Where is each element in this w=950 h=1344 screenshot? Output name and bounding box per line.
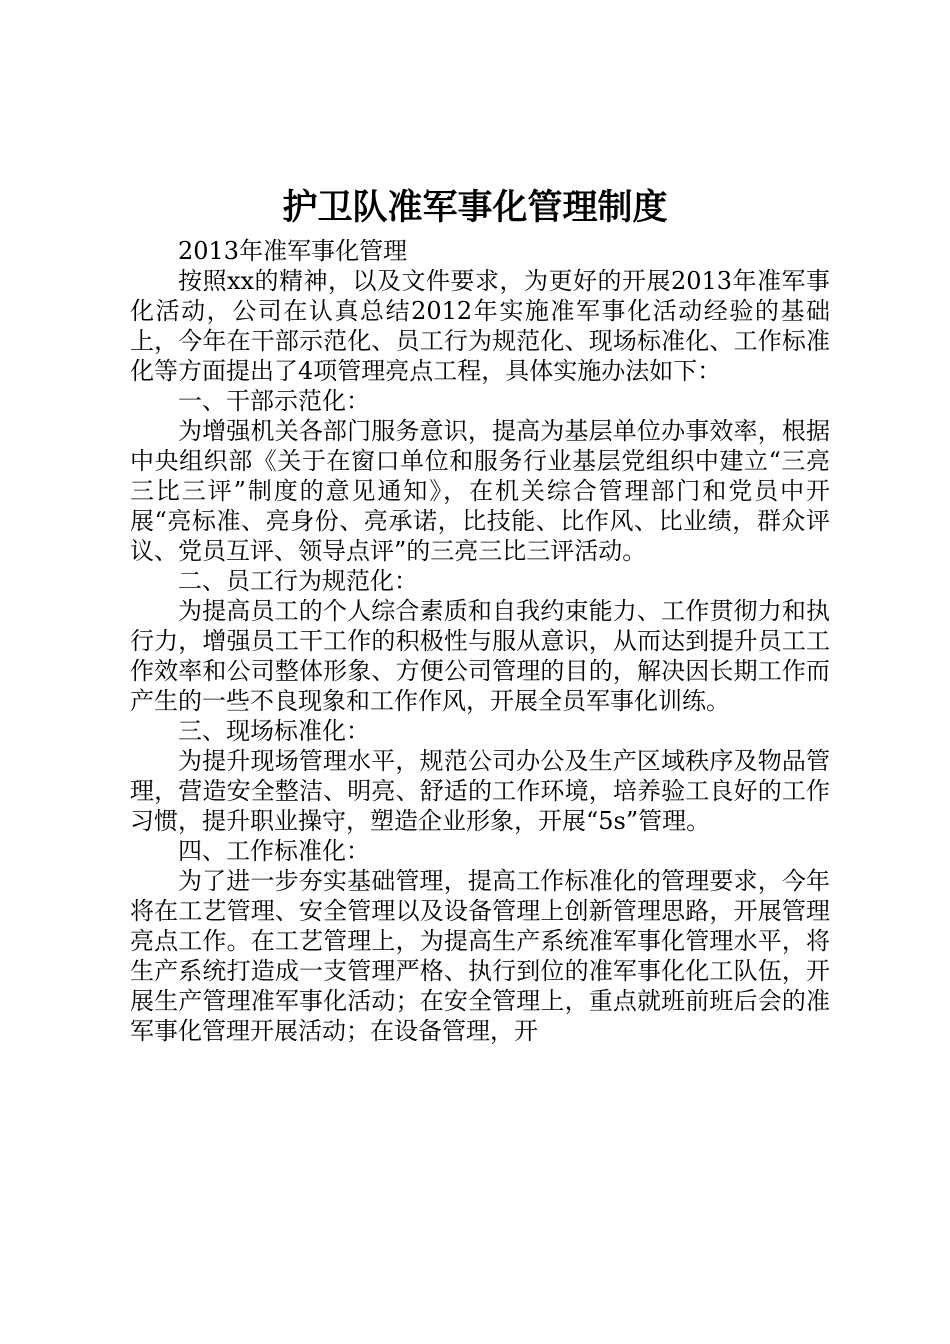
subtitle-paragraph: 2013年准军事化管理	[178, 237, 408, 265]
body-paragraph: 为增强机关各部门服务意识，提高为基层单位办事效率，根据中央组织部《关于在窗口单位和服务行业基层党组织中建立“三亮三比三评”制度的意见通知》，在机关综合管理部门和党员中开展“亮标准、亮身份、亮承诺，比技能、比作风、比业绩，群众评议、党员互评、领导点评”的三亮三比三评活动。	[130, 417, 830, 565]
body-paragraph: 为提升现场管理水平，规范公司办公及生产区域秩序及物品管理，营造安全整洁、明亮、舒适的工作环境，培养验工良好的工作习惯，提升职业操守，塑造企业形象，开展“5s”管理。	[130, 747, 830, 835]
document-title: 护卫队准军事化管理制度	[282, 187, 668, 228]
body-paragraph: 为提高员工的个人综合素质和自我约束能力、工作贯彻力和执行力，增强员工干工作的积极性与服从意识，从而达到提升员工工作效率和公司整体形象、方便公司管理的目的，解决因长期工作而产生的一些不良现象和工作作风，开展全员军事化训练。	[130, 597, 830, 715]
document-body	[130, 236, 830, 1046]
section-heading-cadre-demonstration: 一、干部示范化：	[178, 387, 370, 415]
body-paragraph: 为了进一步夯实基础管理，提高工作标准化的管理要求，今年将在工艺管理、安全管理以及设备管理上创新管理思路，开展管理亮点工作。在工艺管理上，为提高生产系统准军事化管理水平，将生产系统打造成一支管理严格、执行到位的准军事化化工队伍，开展生产管理准军事化活动；在安全管理上，重点就班前班后会的准军事化管理开展活动；在设备管理，开	[130, 867, 830, 1045]
intro-paragraph: 按照xx的精神，以及文件要求，为更好的开展2013年准军事化活动，公司在认真总结2012年实施准军事化活动经验的基础上，今年在干部示范化、员工行为规范化、现场标准化、工作标准化等方面提出了4项管理亮点工程，具体实施办法如下：	[130, 267, 830, 385]
section-heading-employee-conduct: 二、员工行为规范化：	[178, 567, 418, 595]
section-heading-work-standardization: 四、工作标准化：	[178, 837, 370, 865]
section-heading-site-standardization: 三、现场标准化：	[178, 717, 370, 745]
